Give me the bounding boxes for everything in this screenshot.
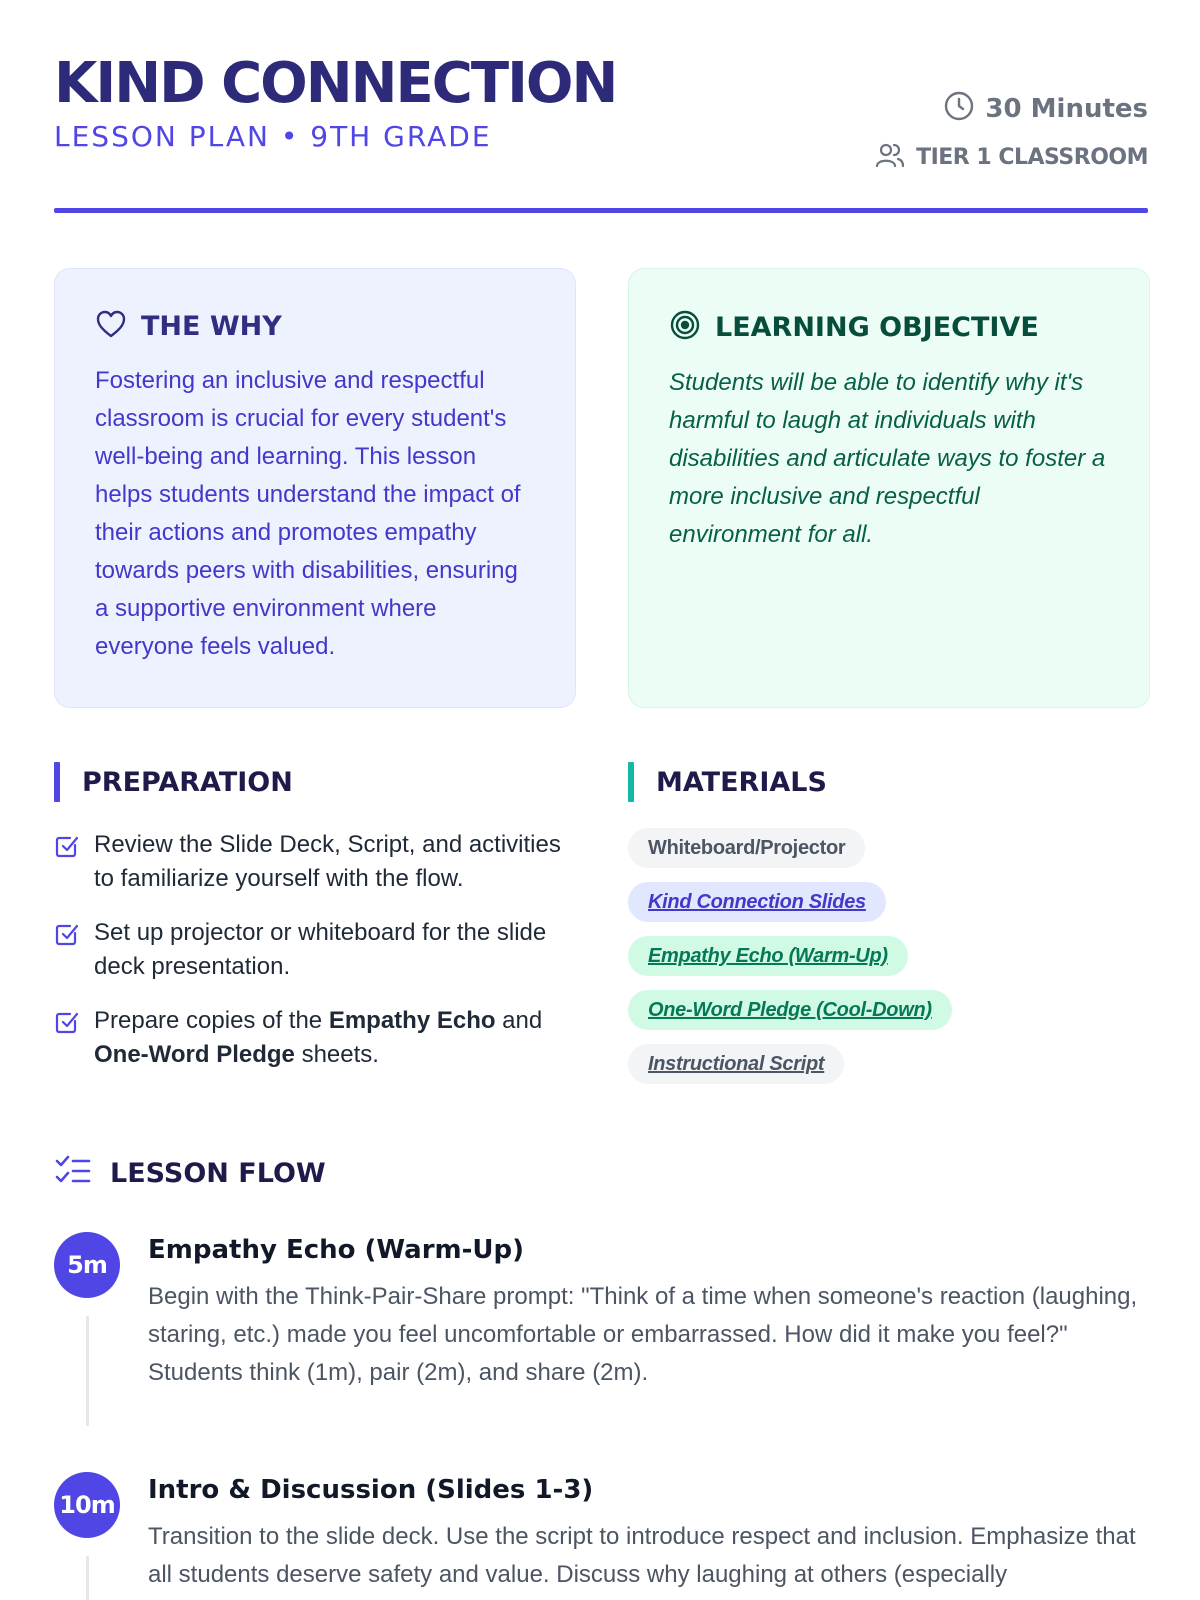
timeline-connector [86, 1556, 89, 1600]
materials-accent-bar [628, 762, 634, 802]
preparation-item-text: Review the Slide Deck, Script, and activities to familiarize yourself with the flow. [94, 831, 561, 892]
preparation-item-text [94, 1004, 584, 1072]
objective-body: Students will be able to identify why it's harmful to laugh at individuals with disabilities and articulate ways to foster a more inclusive and respectful environment for all. [669, 369, 1106, 548]
one-word-pledge-bold: One-Word Pledge [94, 1041, 295, 1068]
step-duration-badge: 10m [54, 1472, 120, 1538]
duration-label: 30 Minutes [985, 93, 1148, 124]
target-icon [669, 309, 701, 346]
why-body: Fostering an inclusive and respectful classroom is crucial for every student's well-being and learning. This lesson helps students understand the impact of their actions and promotes empathy towards peers with disabilities, ensuring a supportive environment where everyone feels valued. [95, 367, 521, 660]
preparation-text-segment: sheets. [294, 1041, 379, 1068]
material-link-instructional-script[interactable]: Instructional Script [628, 1044, 844, 1084]
preparation-item [54, 1004, 584, 1072]
preparation-item [54, 916, 584, 984]
objective-card-header [669, 309, 1109, 346]
lesson-flow-title: LESSON FLOW [110, 1158, 326, 1189]
clock-icon [943, 90, 975, 127]
page-title: KIND CONNECTION [54, 51, 617, 116]
heart-icon [95, 309, 127, 344]
lesson-header [54, 52, 1148, 212]
tier-label: TIER 1 CLASSROOM [916, 145, 1148, 170]
users-icon [874, 139, 906, 176]
preparation-item-text: Set up projector or whiteboard for the slide deck presentation. [94, 919, 547, 980]
header-divider [54, 208, 1148, 213]
checkbox-checked-icon [54, 833, 80, 896]
preparation-title: PREPARATION [82, 766, 293, 798]
duration-row [874, 90, 1148, 127]
page-subtitle: LESSON PLAN • 9TH GRADE [54, 120, 492, 153]
step-description: Begin with the Think-Pair-Share prompt: "Think of a time when someone's reaction (laughing, staring, etc.) made you feel uncomfortable or embarrassed. How did it make you feel?" Students think (1m), pair (2m), and share (2m). [148, 1283, 1138, 1386]
preparation-item [54, 828, 584, 896]
preparation-text-segment: and [495, 1007, 543, 1034]
list-checks-icon [54, 1154, 92, 1193]
why-title: THE WHY [141, 311, 282, 342]
objective-card [628, 268, 1150, 708]
step-title: Intro & Discussion (Slides 1-3) [148, 1475, 594, 1505]
material-whiteboard-projector: Whiteboard/Projector [628, 828, 865, 868]
objective-title: LEARNING OBJECTIVE [715, 312, 1039, 343]
materials-list [628, 828, 1148, 1098]
lesson-step [54, 1472, 1148, 1600]
material-link-empathy-echo[interactable]: Empathy Echo (Warm-Up) [628, 936, 908, 976]
lesson-step [54, 1232, 1148, 1432]
materials-title: MATERIALS [656, 766, 827, 798]
tier-row [874, 139, 1148, 176]
step-description: Transition to the slide deck. Use the script to introduce respect and inclusion. Emphasize that all students deserve safety and value. Discuss why laughing at others (especially [148, 1523, 1136, 1588]
empathy-echo-bold: Empathy Echo [328, 1007, 496, 1034]
preparation-list [54, 828, 584, 1092]
checkbox-checked-icon [54, 1009, 80, 1072]
preparation-accent-bar [54, 762, 60, 802]
material-link-one-word-pledge[interactable]: One-Word Pledge (Cool-Down) [628, 990, 952, 1030]
timeline-connector [86, 1316, 89, 1426]
step-title: Empathy Echo (Warm-Up) [148, 1235, 525, 1265]
lesson-meta [874, 90, 1148, 188]
material-link-slides[interactable]: Kind Connection Slides [628, 882, 886, 922]
lesson-flow-header [54, 1154, 326, 1193]
why-card [54, 268, 576, 708]
materials-header [628, 762, 827, 802]
checkbox-checked-icon [54, 921, 80, 984]
why-card-header [95, 309, 535, 344]
preparation-header [54, 762, 293, 802]
preparation-text-segment: Prepare copies of the [94, 1007, 329, 1034]
step-duration-badge: 5m [54, 1232, 120, 1298]
